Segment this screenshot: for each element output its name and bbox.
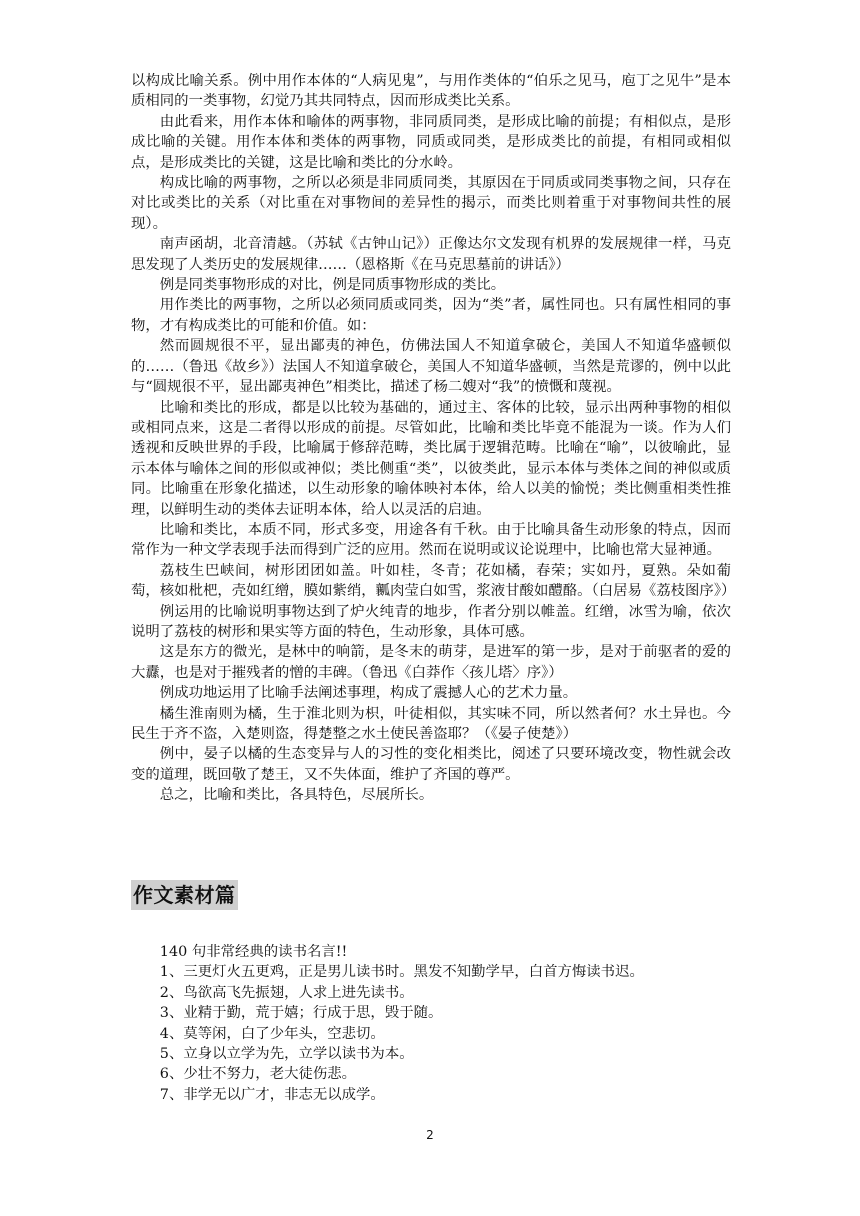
- paragraph: 这是东方的微光，是林中的响箭，是冬末的萌芽，是进军的第一步，是对于前驱者的爱的大纛，也是对于摧残者的憎的丰碑。（鲁迅《白莽作〈孩儿塔〉序》）: [131, 644, 731, 681]
- paragraph: 橘生淮南则为橘，生于淮北则为枳，叶徒相似，其实味不同，所以然者何？水土异也。今民生于齐不盗，入楚则盗，得楚整之水土使民善盗耶？（《晏子使楚》）: [131, 705, 731, 742]
- list-item: 7、非学无以广才，非志无以成学。: [159, 1086, 385, 1103]
- paragraph: 比喻和类比，本质不同，形式多变，用途各有千秋。由于比喻具备生动形象的特点，因而常作为一种文学表现手法而得到广泛的应用。然而在说明或议论说理中，比喻也常大显神通。: [131, 521, 731, 559]
- list-item: 2、鸟欲高飞先振翅，人求上进先读书。: [159, 984, 414, 1001]
- paragraph: 南声函胡，北音清越。（苏轼《古钟山记》）正像达尔文发现有机界的发展规律一样，马克思发现了人类历史的发展规律……（恩格斯《在马克思墓前的讲话》）: [131, 236, 731, 273]
- paragraph: 总之，比喻和类比，各具特色，尽展所长。: [159, 787, 434, 804]
- list-item: 5、立身以立学为先，立学以读书为本。: [159, 1046, 414, 1063]
- paragraph: 然而圆规很不平，显出鄙夷的神色，仿佛法国人不知道拿破仑，美国人不知道华盛顿似的……（鲁迅《故乡》）法国人不知道拿破仑，美国人不知道华盛顿，当然是荒谬的，例中以此与“圆规很不平，显出鄙夷神色”相类比，描述了杨二嫂对“我”的愤慨和蔑视。: [131, 338, 731, 396]
- list-item: 4、莫等闲，白了少年头，空悲切。: [159, 1025, 385, 1042]
- paragraph: 构成比喻的两事物，之所以必须是非同质同类，其原因在于同质或同类事物之间，只存在对比或类比的关系（对比重在对事物间的差异性的揭示，而类比则着重于对事物间共性的展现）。: [131, 175, 731, 232]
- paragraph: 例中，晏子以橘的生态变异与人的习性的变化相类比，阅述了只要环境改变，物性就会改变的道理，既回敬了楚王，又不失体面，维护了齐国的尊严。: [131, 746, 731, 783]
- article-body: [131, 71, 736, 806]
- page-number: 2: [426, 1128, 434, 1142]
- list-item: 3、业精于勤，荒于嬉；行成于思，毁于随。: [159, 1005, 443, 1022]
- paragraph: 以构成比喻关系。例中用作本体的“人病见鬼”，与用作类体的“伯乐之见马，庖丁之见牛”是本质相同的一类事物，幻觉乃其共同特点，因而形成类比关系。: [131, 73, 731, 110]
- list-item: 6、少壮不努力，老大徒伤悲。: [159, 1066, 357, 1083]
- paragraph: 例运用的比喻说明事物达到了炉火纯青的地步，作者分别以帷盖。红缯，冰雪为喻，依次说明了荔枝的树形和果实等方面的特色，生动形象，具体可感。: [131, 603, 731, 640]
- list-heading: 140 句非常经典的读书名言!!: [159, 944, 348, 960]
- paragraph: 由此看来，用作本体和喻体的两事物，非同质同类，是形成比喻的前提；有相似点，是形成比喻的关键。用作本体和类体的两事物，同质或同类，是形成类比的前提，有相同或相似点，是形成类比的关键，这是比喻和类比的分水岭。: [131, 113, 731, 171]
- quote-list: [131, 942, 731, 1105]
- paragraph: 用作类比的两事物，之所以必须同质或同类，因为“类”者，属性同也。只有属性相同的事物，才有构成类比的可能和价值。如：: [131, 297, 731, 334]
- paragraph: 荔枝生巴峡间，树形团团如盖。叶如桂，冬青；花如橘，春荣；实如丹，夏熟。朵如葡萄，核如枇杷，壳如红缯，膜如紫绡，瓤肉莹白如雪，浆液甘酸如醴酪。（白居易《荔枝图序》）: [131, 562, 736, 600]
- paragraph: 例是同类事物形成的对比，例是同质事物形成的类比。: [159, 277, 506, 294]
- paragraph: 例成功地运用了比喻手法阐述事理，构成了震撼人心的艺术力量。: [159, 685, 578, 702]
- section-heading: 作文素材篇: [131, 880, 238, 910]
- paragraph: 比喻和类比的形成，都是以比较为基础的，通过主、客体的比较，显示出两种事物的相似或相同点来，这是二者得以形成的前提。尽管如此，比喻和类比毕竟不能混为一谈。作为人们透视和反映世界的手段，比喻属于修辞范畴，类比属于逻辑范畴。比喻在“喻”，以彼喻此，显示本体与喻体之间的形似或神似；类比侧重“类”，以彼类此，显示本体与类体之间的神似或质同。比喻重在形象化描述，以生动形象的喻体映衬本体，给人以美的愉悦；类比侧重相类性推理，以鲜明生动的类体去证明本体，给人以灵活的启迪。: [131, 399, 731, 518]
- list-item: 1、三更灯火五更鸡，正是男儿读书时。黑发不知勤学早，白首方悔读书迟。: [159, 964, 644, 981]
